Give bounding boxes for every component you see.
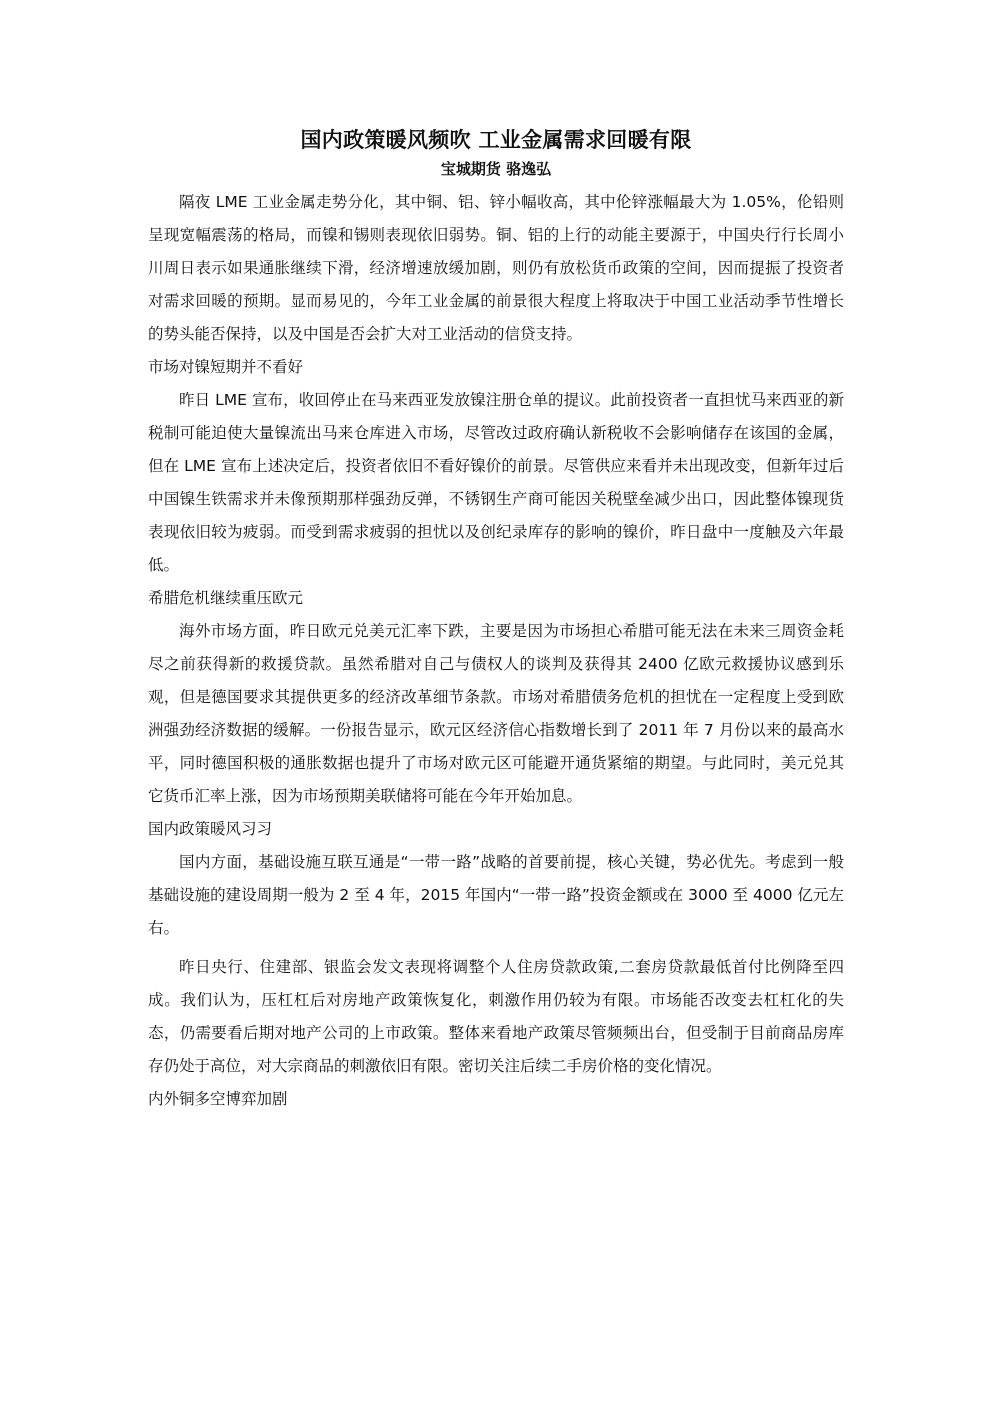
document-page <box>148 124 844 1116</box>
section-heading-nickel: 市场对镍短期并不看好 <box>148 358 304 376</box>
intro-paragraph: 隔夜 LME 工业金属走势分化，其中铜、铝、锌小幅收高，其中伦锌涨幅最大为 1.05%，伦铅则呈现宽幅震荡的格局，而镍和锡则表现依旧弱势。铜、铝的上行的动能主要源于，中国央行行长周小川周日表示如果通胀继续下滑，经济增速放缓加剧，则仍有放松货币政策的空间，因而提振了投资者对需求回暖的预期。显而易见的，今年工业金属的前景很大程度上将取决于中国工业活动季节性增长的势头能否保持，以及中国是否会扩大对工业活动的信贷支持。 <box>148 193 844 343</box>
section-heading-copper: 内外铜多空博弈加剧 <box>148 1090 288 1108</box>
section-heading-domestic-policy: 国内政策暖风习习 <box>148 820 273 838</box>
document-author: 宝城期货 骆逸弘 <box>440 160 552 178</box>
section-heading-greece: 希腊危机继续重压欧元 <box>148 589 304 607</box>
housing-policy-paragraph: 昨日央行、住建部、银监会发文表现将调整个人住房贷款政策,二套房贷款最低首付比例降至四成。我们认为，压杠杠后对房地产政策恢复化，刺激作用仍较为有限。市场能否改变去杠杠化的失态，仍需要看后期对地产公司的上市政策。整体来看地产政策尽管频频出台，但受制于目前商品房库存仍处于高位，对大宗商品的刺激依旧有限。密切关注后续二手房价格的变化情况。 <box>148 958 844 1075</box>
nickel-paragraph: 昨日 LME 宣布，收回停止在马来西亚发放镍注册仓单的提议。此前投资者一直担忧马来西亚的新税制可能迫使大量镍流出马来仓库进入市场，尽管改过政府确认新税收不会影响储存在该国的金属，但在 LME 宣布上述决定后，投资者依旧不看好镍价的前景。尽管供应来看并未出现改变，但新年过后中国镍生铁需求并未像预期那样强劲反弹，不锈钢生产商可能因关税壁垒减少出口，因此整体镍现货表现依旧较为疲弱。而受到需求疲弱的担忧以及创纪录库存的影响的镍价，昨日盘中一度触及六年最低。 <box>148 391 844 574</box>
belt-road-paragraph: 国内方面，基础设施互联互通是“一带一路”战略的首要前提，核心关键，势必优先。考虑到一般基础设施的建设周期一般为 2 至 4 年，2015 年国内“一带一路”投资金额或在 3000 至 4000 亿元左右。 <box>148 853 844 937</box>
document-title: 国内政策暖风频吹 工业金属需求回暖有限 <box>300 128 692 152</box>
greece-paragraph: 海外市场方面，昨日欧元兑美元汇率下跌，主要是因为市场担心希腊可能无法在未来三周资金耗尽之前获得新的救援贷款。虽然希腊对自己与债权人的谈判及获得其 2400 亿欧元救援协议感到乐观，但是德国要求其提供更多的经济改革细节条款。市场对希腊债务危机的担忧在一定程度上受到欧洲强劲经济数据的缓解。一份报告显示，欧元区经济信心指数增长到了 2011 年 7 月份以来的最高水平，同时德国积极的通胀数据也提升了市场对欧元区可能避开通货紧缩的期望。与此同时，美元兑其它货币汇率上涨，因为市场预期美联储将可能在今年开始加息。 <box>148 622 844 805</box>
